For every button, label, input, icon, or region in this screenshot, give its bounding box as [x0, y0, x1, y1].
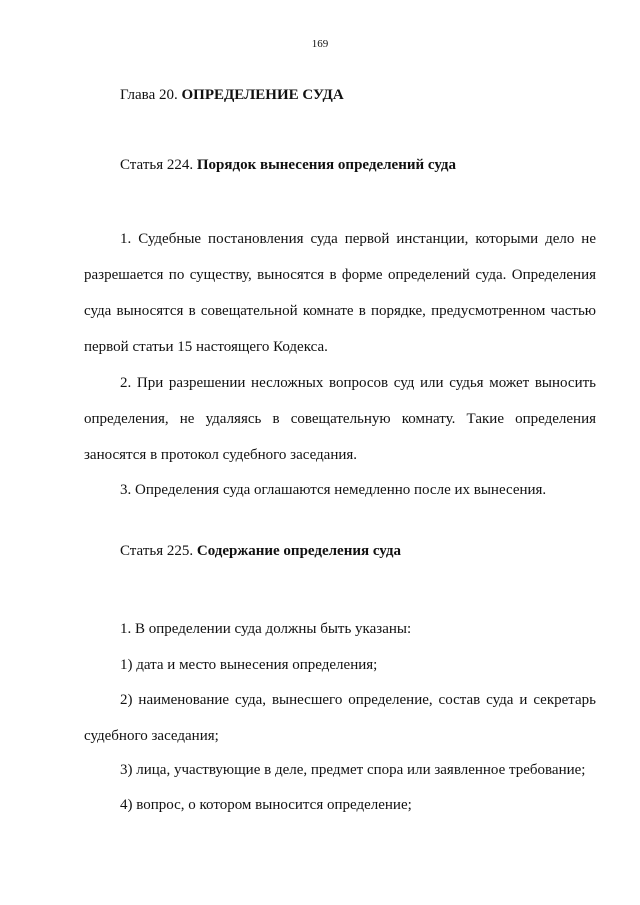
article-225-heading [120, 543, 401, 560]
text-line: 3) лица, участвующие в деле, предмет спора или заявленное требование; [120, 762, 586, 778]
article-225-item-3 [84, 752, 596, 788]
article-225-item-2 [84, 682, 596, 754]
article-224-prefix: Статья 224. [120, 157, 194, 173]
text-line: суда выносятся в совещательной комнате в порядке, предусмотренном частью [84, 303, 596, 319]
article-225-title: Содержание определения суда [196, 543, 401, 559]
text-line: определения, не удаляясь в совещательную комнату. Такие определения [84, 411, 596, 427]
chapter-prefix: Глава 20. [120, 87, 178, 103]
article-225-prefix: Статья 225. [120, 543, 194, 559]
text-line: 4) вопрос, о котором выносится определение; [120, 797, 412, 813]
text-line: 1. Судебные постановления суда первой инстанции, которыми дело не [120, 231, 596, 247]
text-line: 1. В определении суда должны быть указаны: [120, 621, 412, 637]
text-line: первой статьи 15 настоящего Кодекса. [84, 339, 328, 355]
text-line: 2. При разрешении несложных вопросов суд или судья может выносить [120, 375, 596, 391]
article-225-item-4 [84, 787, 596, 823]
chapter-title: ОПРЕДЕЛЕНИЕ СУДА [181, 87, 344, 103]
article-224-heading [120, 157, 456, 174]
text-line: заносятся в протокол судебного заседания. [84, 447, 358, 463]
article-225-item-1 [84, 647, 596, 683]
article-224-title: Порядок вынесения определений суда [196, 157, 456, 173]
article-225-paragraph-1 [84, 611, 596, 647]
text-line: разрешается по существу, выносятся в форме определений суда. Определения [84, 267, 596, 283]
text-line: 1) дата и место вынесения определения; [120, 657, 378, 673]
article-224-paragraph-3 [84, 472, 596, 508]
article-224-paragraph-1 [84, 221, 596, 365]
chapter-heading [120, 87, 344, 104]
text-line: 3. Определения суда оглашаются немедленно после их вынесения. [120, 482, 547, 498]
text-line: судебного заседания; [84, 728, 219, 744]
text-line: 2) наименование суда, вынесшего определение, состав суда и секретарь [120, 692, 596, 708]
page-number: 169 [311, 38, 329, 50]
article-224-paragraph-2 [84, 365, 596, 473]
